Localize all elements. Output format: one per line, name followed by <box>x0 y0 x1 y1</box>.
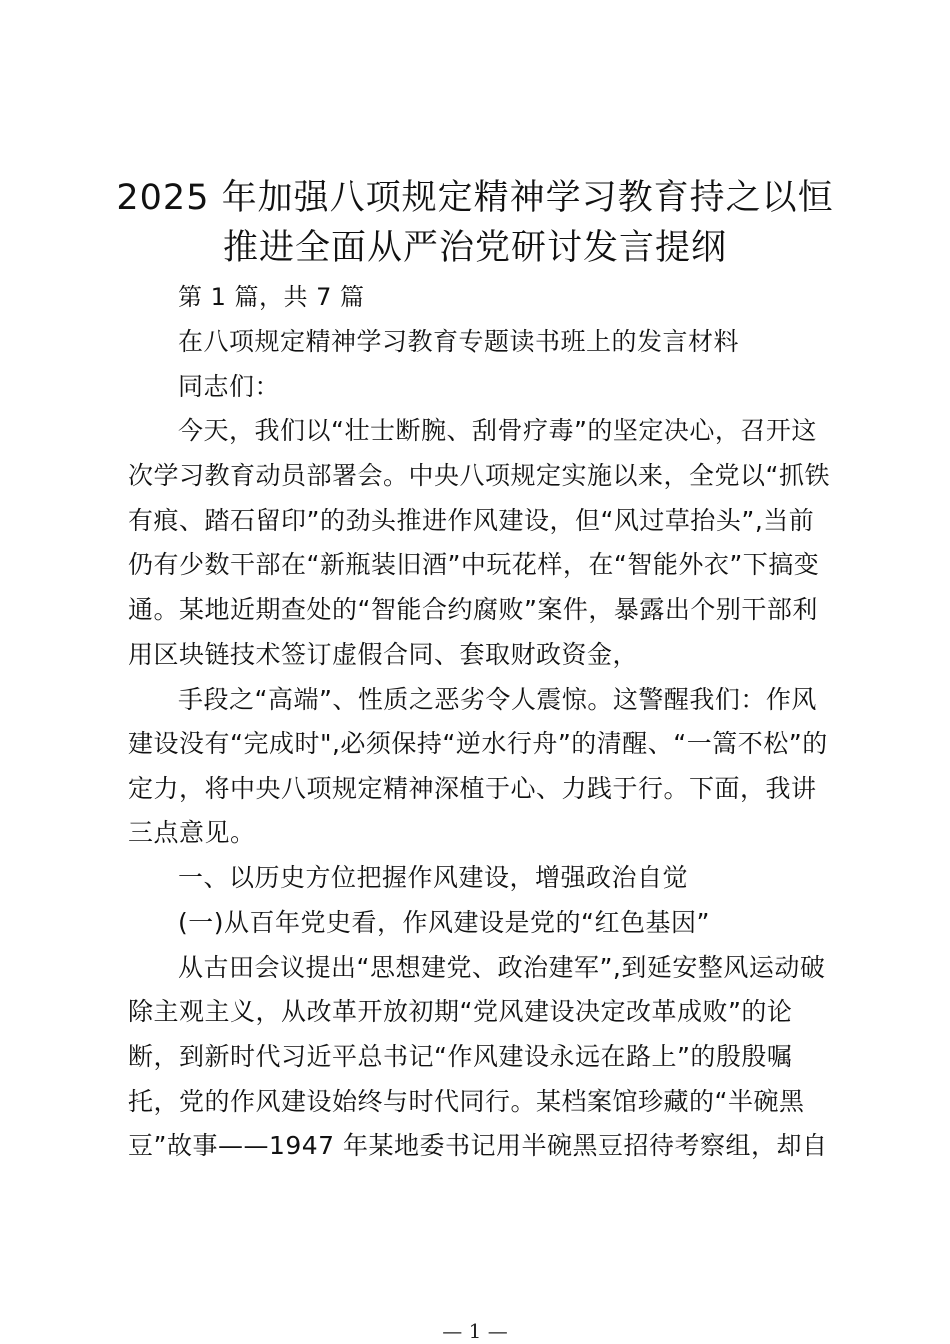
body-line: 次学习教育动员部署会。中央八项规定实施以来，全党以“抓铁 <box>128 461 830 490</box>
body-line: 托，党的作风建设始终与时代同行。某档案馆珍藏的“半碗黑 <box>128 1087 805 1116</box>
body-line: 仍有少数干部在“新瓶装旧酒”中玩花样，在“智能外衣”下搞变 <box>128 550 820 579</box>
document-title-line-2: 推进全面从严治党研讨发言提纲 <box>222 228 727 268</box>
subsection-heading: (一)从百年党史看，作风建设是党的“红色基因” <box>178 908 710 937</box>
body-line: 定力，将中央八项规定精神深植于心、力践于行。下面，我讲 <box>128 774 817 803</box>
body-line: 三点意见。 <box>128 818 256 847</box>
body-line: 用区块链技术签订虚假合同、套取财政资金， <box>128 640 639 669</box>
body-line: 豆”故事——1947 年某地委书记用半碗黑豆招待考察组，却自 <box>128 1131 828 1160</box>
document-subtitle: 在八项规定精神学习教育专题读书班上的发言材料 <box>178 327 740 356</box>
body-line: 从古田会议提出“思想建党、政治建军”,到延安整风运动破 <box>178 953 826 982</box>
document-title-line-1: 2025 年加强八项规定精神学习教育持之以恒 <box>116 178 834 218</box>
body-line: 建设没有“完成时",必须保持“逆水行舟”的清醒、“一篙不松”的 <box>128 729 828 758</box>
body-line: 通。某地近期查处的“智能合约腐败”案件，暴露出个别干部利 <box>128 595 818 624</box>
page-number: — 1 — <box>442 1319 508 1343</box>
body-line: 有痕、踏石留印”的劲头推进作风建设，但“风过草抬头”,当前 <box>128 506 815 535</box>
body-line: 断，到新时代习近平总书记“作风建设永远在路上”的殷殷嘱 <box>128 1042 793 1071</box>
body-line: 今天，我们以“壮士断腕、刮骨疗毒”的坚定决心，召开这 <box>178 416 817 445</box>
part-label: 第 1 篇，共 7 篇 <box>178 283 365 311</box>
salutation: 同志们： <box>178 372 281 401</box>
section-heading: 一、以历史方位把握作风建设，增强政治自觉 <box>178 863 689 892</box>
body-line: 除主观主义，从改革开放初期“党风建设决定改革成败”的论 <box>128 997 793 1026</box>
body-line: 手段之“高端”、性质之恶劣令人震惊。这警醒我们：作风 <box>178 685 817 714</box>
